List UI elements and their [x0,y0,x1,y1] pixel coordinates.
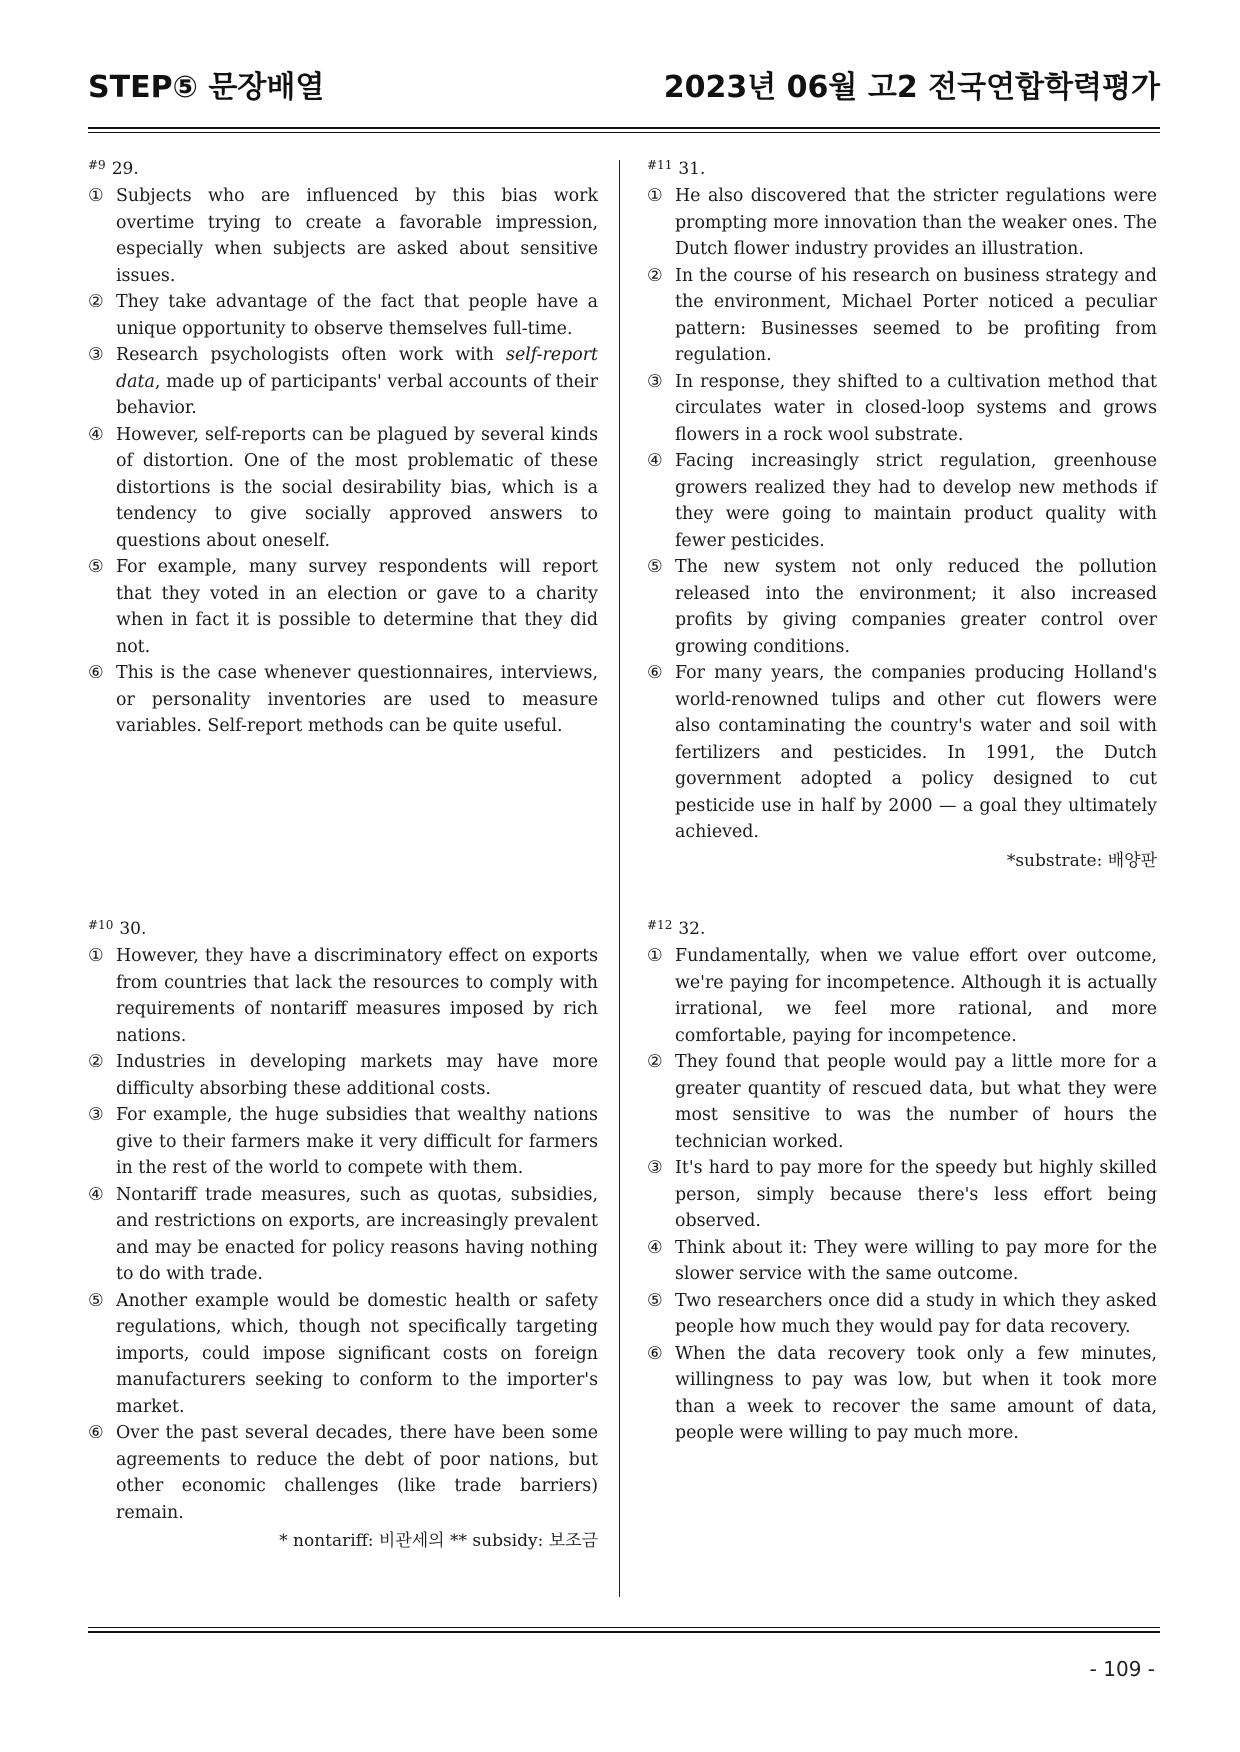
header-rule-thick [88,127,1160,129]
list-item: ⑥ For many years, the companies producing Holland's world-renowned tulips and other cut flowers were also contaminating the country's water and soil with fertilizers and pesticides. In 1991, the Dutch government adopted a policy designed to cut pesticide use in half by 2000 — a goal they ultimately achieved. [647,663,1157,842]
list-item: ④ Think about it: They were willing to pay more for the slower service with the same outcome. [647,1237,1157,1284]
list-item: ⑤ Another example would be domestic health or safety regulations, which, though not specifically targeting imports, could impose significant costs on foreign manufacturers seeking to conform to the importer's market. [88,1290,598,1417]
step-title: STEP⑤ 문장배열 [88,70,325,105]
list-item: ① However, they have a discriminatory effect on exports from countries that lack the resources to comply with requirements of nontariff measures imposed by rich nations. [88,946,598,1046]
list-item: ⑥ Over the past several decades, there have been some agreements to reduce the debt of poor nations, but other economic challenges (like trade barriers) remain. [88,1423,598,1523]
list-item: ④ However, self-reports can be plagued by several kinds of distortion. One of the most problematic of these distortions is the social desirability bias, which is a tendency to give socially approved answers to questions about oneself. [88,424,598,551]
question-32 [647,918,1157,1447]
column-divider [619,160,620,1597]
list-item: ⑥ This is the case whenever questionnaires, interviews, or personality inventories are used to measure variables. Self-report methods can be quite useful. [88,663,598,736]
list-item: ④ Facing increasingly strict regulation, greenhouse growers realized they had to develop new methods if they were going to maintain product quality with fewer pesticides. [647,451,1157,551]
list-item: ① Subjects who are influenced by this bias work overtime trying to create a favorable impression, especially when subjects are asked about sensitive issues. [88,186,598,286]
list-item: ② They take advantage of the fact that people have a unique opportunity to observe themselves full-time. [88,292,598,339]
list-item: ② In the course of his research on business strategy and the environment, Michael Porter noticed a peculiar pattern: Businesses seemed to be profiting from regulation. [647,265,1157,365]
list-item: ① He also discovered that the stricter regulations were prompting more innovation than the weaker ones. The Dutch flower industry provides an illustration. [647,186,1157,259]
footnote: * nontariff: 비관세의 ** subsidy: 보조금 [279,1531,598,1551]
list-item: ⑤ The new system not only reduced the pollution released into the environment; it also increased profits by giving companies greater control over growing conditions. [647,557,1157,657]
list-item: ② Industries in developing markets may have more difficulty absorbing these additional costs. [88,1052,598,1099]
footer-rule-thin [88,1627,1160,1628]
question-30 [88,918,598,1554]
list-item: ② They found that people would pay a little more for a greater quantity of rescued data, but what they were most sensitive to was the number of hours the technician worked. [647,1052,1157,1152]
page-number: - 109 - [1089,1657,1155,1681]
footer-rule-thick [88,1631,1160,1633]
question-number: $^{\#12}$ 32. [647,918,706,939]
footnote: *substrate: 배양판 [1006,850,1157,871]
question-number: $^{\#11}$ 31. [647,158,706,179]
list-item: ③ It's hard to pay more for the speedy but highly skilled person, simply because there's less effort being observed. [647,1158,1157,1231]
list-item: ③ Research psychologists often work with self-report data, made up of participants' verbal accounts of their behavior. [88,345,598,418]
list-item: ③ For example, the huge subsidies that wealthy nations give to their farmers make it very difficult for farmers in the rest of the world to compete with them. [88,1105,598,1178]
list-item: ⑤ Two researchers once did a study in which they asked people how much they would pay for data recovery. [647,1290,1157,1337]
page-header [88,62,1160,105]
list-item: ④ Nontariff trade measures, such as quotas, subsidies, and restrictions on exports, are increasingly prevalent and may be enacted for policy reasons having nothing to do with trade. [88,1184,598,1284]
exam-title: 2023년 06월 고2 전국연합학력평가 [663,70,1160,105]
list-item: ① Fundamentally, when we value effort over outcome, we're paying for incompetence. Although it is actually irrational, we feel more rational, and more comfortable, paying for incompetence. [647,946,1157,1046]
list-item: ⑥ When the data recovery took only a few minutes, willingness to pay was low, but when it took more than a week to recover the same amount of data, people were willing to pay much more. [647,1343,1157,1443]
question-number: $^{\#9}$ 29. [88,158,139,179]
list-item: ③ In response, they shifted to a cultivation method that circulates water in closed-loop systems and grows flowers in a rock wool substrate. [647,371,1157,445]
question-number: $^{\#10}$ 30. [88,918,147,939]
list-item: ⑤ For example, many survey respondents will report that they voted in an election or gave to a charity when in fact it is possible to determine that they did not. [88,557,598,657]
header-rule-thin [88,132,1160,133]
question-29 [88,158,598,740]
question-31 [647,158,1157,874]
